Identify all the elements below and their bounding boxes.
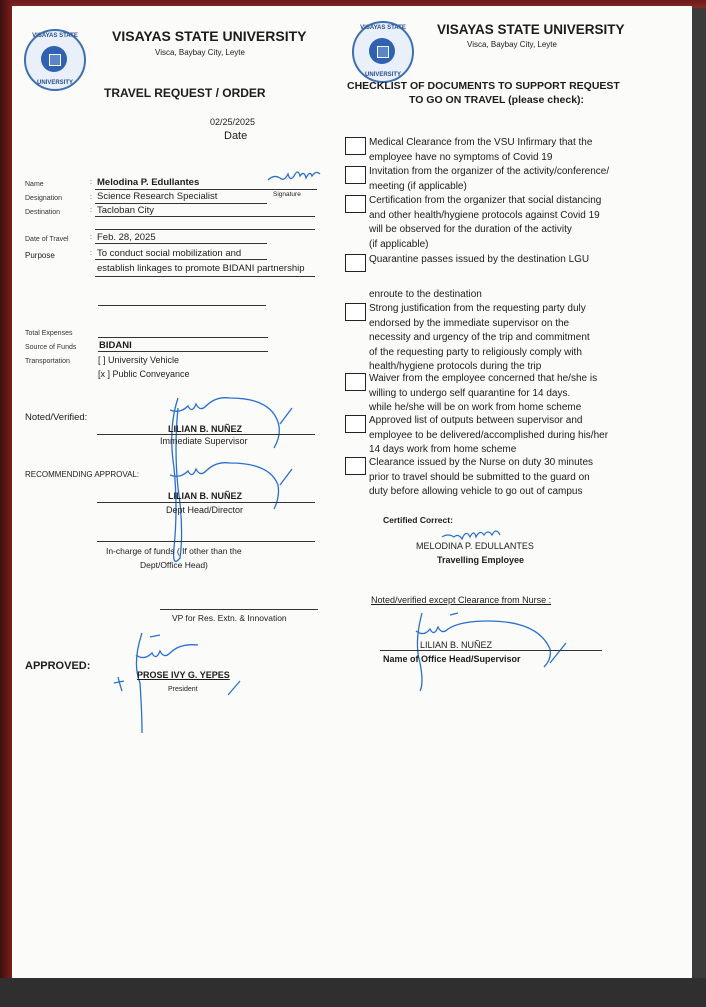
- checklist-item-line: willing to undergo self quarantine for 14 days.: [369, 387, 571, 399]
- form-title: TRAVEL REQUEST / ORDER: [104, 86, 266, 100]
- head-name: LILIAN B. NUÑEZ: [168, 491, 242, 501]
- certified-correct-label: Certified Correct:: [383, 515, 453, 525]
- university-name-right: VISAYAS STATE UNIVERSITY: [437, 22, 625, 37]
- approved-label: APPROVED:: [25, 660, 91, 672]
- checklist-item-line: Certification from the organizer that social distancing: [369, 195, 602, 206]
- designation-label: Designation: [25, 195, 62, 202]
- designation-value: Science Research Specialist: [97, 191, 218, 202]
- checklist-item: [369, 456, 669, 500]
- checklist-item-line: necessity and urgency of the trip and commitment: [369, 332, 590, 343]
- funds-in-charge-line-1: In-charge of funds ( If other than the: [106, 546, 242, 556]
- checklist-item: [369, 253, 669, 302]
- name-value: Melodina P. Edullantes: [97, 177, 200, 188]
- purpose-line-2: establish linkages to promote BIDANI partnership: [97, 263, 305, 274]
- president-name: PROSE IVY G. YEPES: [137, 670, 230, 680]
- vp-title: VP for Res. Extn. & Innovation: [172, 613, 287, 623]
- checklist-item-line: Waiver from the employee concerned that he/she is: [369, 373, 598, 384]
- checklist-item-line: meeting (if applicable): [369, 180, 467, 192]
- checklist-item-line: [369, 268, 669, 288]
- noted-verified-label: Noted/Verified:: [25, 412, 88, 423]
- name-label: Name: [25, 181, 44, 188]
- checklist-item-line: Medical Clearance from the VSU Infirmary that the: [369, 137, 593, 148]
- supervisor-name: LILIAN B. NUÑEZ: [168, 424, 242, 434]
- checklist-item-line: Quarantine passes issued by the destination LGU: [369, 254, 590, 265]
- checklist-title-line-1: CHECKLIST OF DOCUMENTS TO SUPPORT REQUEST: [347, 80, 620, 92]
- checklist-item-line: 14 days work from home scheme: [369, 444, 517, 455]
- transport-public-conveyance: [x ] Public Conveyance: [98, 369, 190, 379]
- supervisor-title: Immediate Supervisor: [160, 436, 248, 446]
- total-expenses-label: Total Expenses: [25, 330, 73, 337]
- checklist-title-line-2: TO GO ON TRAVEL (please check):: [409, 94, 585, 106]
- viewer-background: [0, 978, 706, 1007]
- checklist-item-line: Clearance issued by the Nurse on duty 30 minutes: [369, 457, 594, 468]
- checklist-item: [369, 414, 669, 458]
- university-seal-logo-right: VISAYAS STATE UNIVERSITY: [352, 21, 414, 83]
- checklist-item-line: duty before allowing vehicle to go out of campus: [369, 486, 583, 497]
- checklist-item: [369, 302, 669, 375]
- checklist-item: [369, 136, 669, 165]
- checklist-item-line: endorsed by the immediate supervisor on the: [369, 317, 570, 329]
- source-of-funds-value: BIDANI: [99, 340, 132, 351]
- purpose-label: Purpose: [25, 251, 55, 260]
- checklist-item-line: employee to be delivered/accomplished during his/her: [369, 429, 609, 441]
- checklist-item-line: health/hygiene protocols during the trip: [369, 361, 542, 372]
- checklist-item: [369, 165, 669, 194]
- date-of-travel-label: Date of Travel: [25, 236, 69, 243]
- president-title: President: [168, 686, 198, 693]
- office-head-title: Name of Office Head/Supervisor: [383, 654, 521, 664]
- checklist-checkbox[interactable]: [345, 166, 366, 184]
- transport-university-vehicle: [ ] University Vehicle: [98, 355, 180, 365]
- university-address-right: Visca, Baybay City, Leyte: [467, 40, 557, 49]
- checklist-item-line: (if applicable): [369, 238, 429, 250]
- checklist-checkbox[interactable]: [345, 373, 366, 391]
- university-name: VISAYAS STATE UNIVERSITY: [112, 28, 307, 44]
- signature-label: Signature: [273, 191, 301, 198]
- checklist-item-line: and other health/hygiene protocols against Covid 19: [369, 209, 600, 221]
- checklist-item-line: will be observed for the duration of the activity: [369, 224, 572, 235]
- office-head-name: LILIAN B. NUÑEZ: [420, 640, 493, 650]
- purpose-line-1: To conduct social mobilization and: [97, 248, 242, 259]
- date-label: Date: [224, 130, 248, 142]
- checklist-item-line: Invitation from the organizer of the activity/conference/: [369, 166, 610, 177]
- noted-except-nurse-label: Noted/verified except Clearance from Nurse :: [371, 595, 552, 605]
- checklist-item-line: Strong justification from the requesting party duly: [369, 303, 586, 314]
- employee-name: MELODINA P. EDULLANTES: [416, 541, 534, 551]
- checklist-item-line: prior to travel should be submitted to the guard on: [369, 471, 590, 483]
- date-value: 02/25/2025: [210, 117, 256, 127]
- destination-value: Tacloban City: [97, 205, 155, 216]
- recommending-approval-label: RECOMMENDING APPROVAL:: [25, 470, 140, 479]
- checklist-checkbox[interactable]: [345, 457, 366, 475]
- funds-in-charge-line-2: Dept/Office Head): [140, 560, 208, 570]
- employee-title: Travelling Employee: [437, 555, 525, 565]
- checklist-item-line: employee have no symptoms of Covid 19: [369, 151, 553, 163]
- checklist-checkbox[interactable]: [345, 195, 366, 213]
- head-title: Dept Head/Director: [166, 505, 244, 515]
- checklist-item-line: Approved list of outputs between supervisor and: [369, 415, 583, 426]
- transportation-label: Transportation: [25, 358, 70, 365]
- destination-label: Destination: [25, 209, 61, 216]
- checklist-item: [369, 194, 669, 252]
- source-of-funds-label: Source of Funds: [25, 344, 77, 351]
- checklist-item: [369, 372, 669, 416]
- checklist-item-line: enroute to the destination: [369, 288, 482, 300]
- date-of-travel-value: Feb. 28, 2025: [97, 232, 156, 243]
- scan-edge-left: [0, 0, 12, 980]
- checklist-checkbox[interactable]: [345, 137, 366, 155]
- employee-signature: [266, 166, 326, 194]
- checklist-item-line: while he/she will be on work from home scheme: [369, 402, 582, 413]
- checklist-checkbox[interactable]: [345, 415, 366, 433]
- checklist-item-line: of the requesting party to religiously comply with: [369, 346, 582, 358]
- checklist-checkbox[interactable]: [345, 254, 366, 272]
- university-address: Visca, Baybay City, Leyte: [155, 48, 245, 57]
- university-seal-logo: VISAYAS STATE UNIVERSITY: [24, 29, 86, 91]
- checklist-checkbox[interactable]: [345, 303, 366, 321]
